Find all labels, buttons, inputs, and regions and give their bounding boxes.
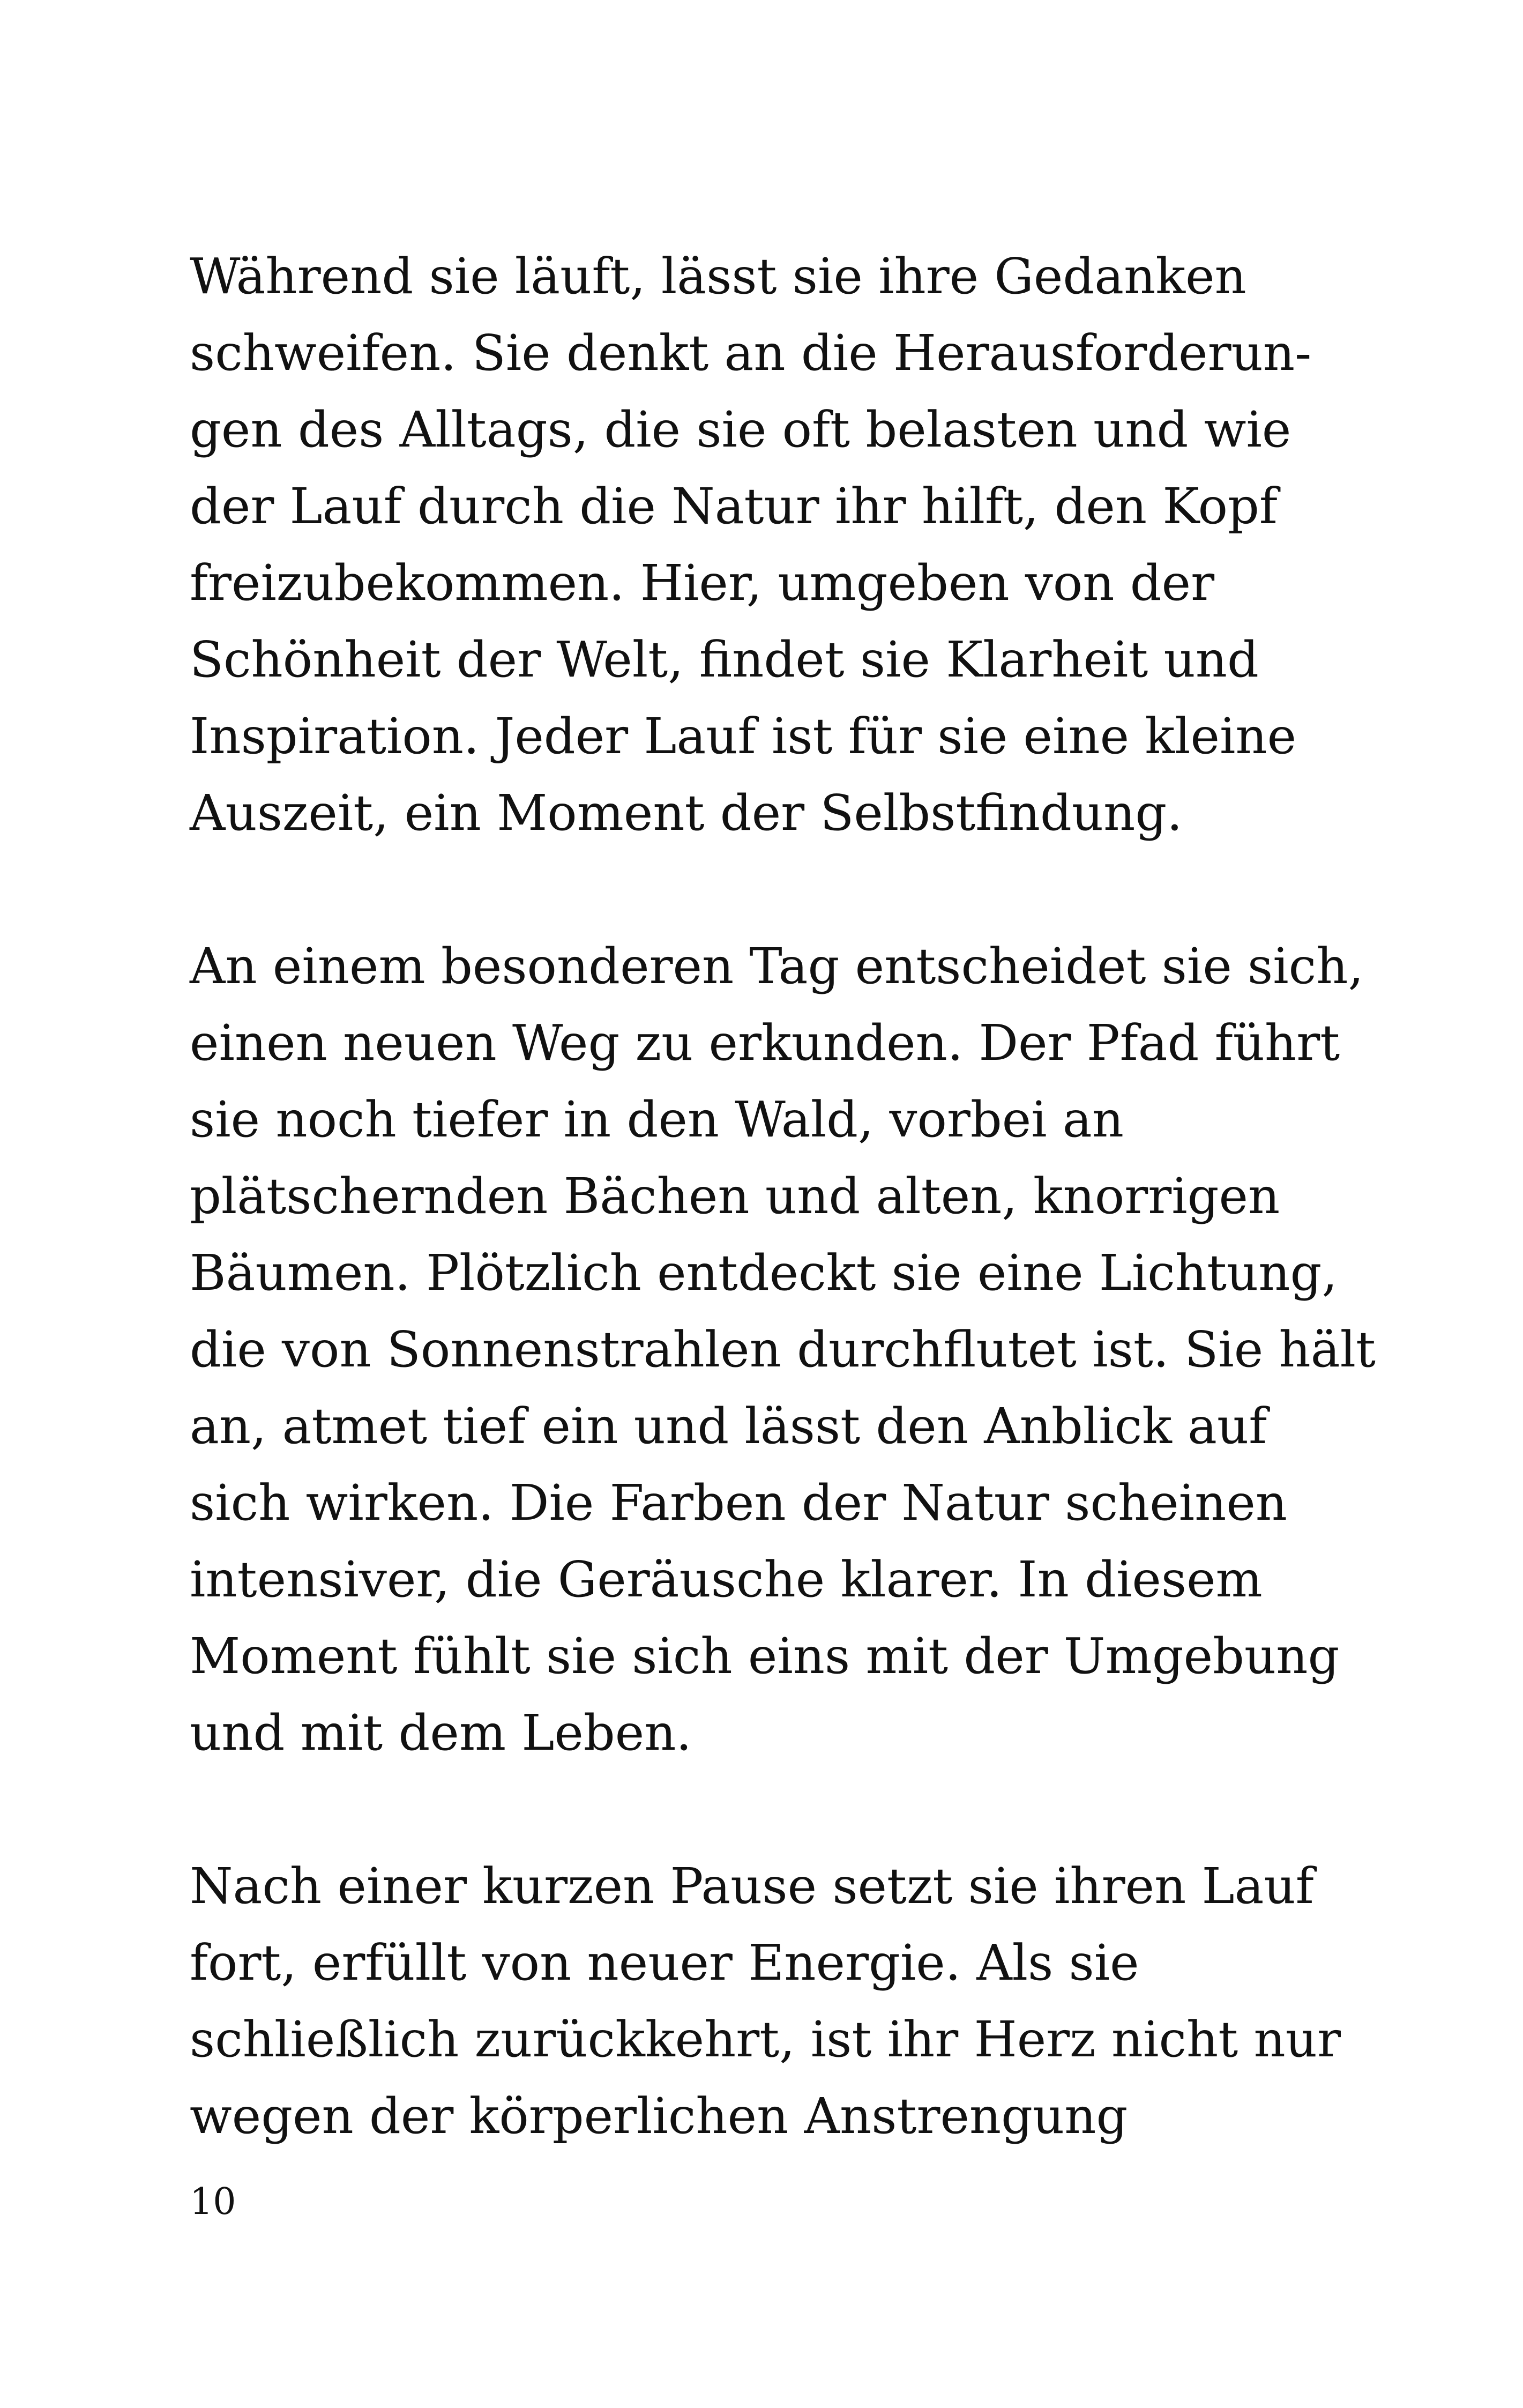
text-line: freizubekommen. Hier, umgeben von der: [190, 554, 1215, 612]
text-line: schließlich zurückkehrt, ist ihr Herz nicht nur: [190, 2011, 1341, 2068]
text-line: Schönheit der Welt, findet sie Klarheit und: [190, 631, 1259, 688]
text-line: plätschernden Bächen und alten, knorrigen: [190, 1168, 1280, 1225]
text-line: Inspiration. Jeder Lauf ist für sie eine kleine: [190, 708, 1297, 765]
paragraph-3: [190, 1848, 1347, 2154]
text-line: fort, erfüllt von neuer Energie. Als sie: [190, 1934, 1139, 1991]
text-line: die von Sonnenstrahlen durchflutet ist. Sie hält: [190, 1321, 1376, 1378]
text-line: und mit dem Leben.: [190, 1704, 692, 1762]
text-line: intensiver, die Geräusche klarer. In diesem: [190, 1551, 1263, 1608]
text-line: Bäumen. Plötzlich entdeckt sie eine Lichtung,: [190, 1244, 1338, 1302]
text-line: sie noch tiefer in den Wald, vorbei an: [190, 1091, 1124, 1148]
page-number: 10: [190, 2181, 236, 2223]
text-line: Auszeit, ein Moment der Selbstfindung.: [190, 784, 1183, 842]
text-line: sich wirken. Die Farben der Natur scheinen: [190, 1474, 1288, 1532]
text-line: Nach einer kurzen Pause setzt sie ihren Lauf: [190, 1857, 1314, 1915]
text-line: Während sie läuft, lässt sie ihre Gedanken: [190, 248, 1246, 305]
text-line: Moment fühlt sie sich eins mit der Umgebung: [190, 1627, 1340, 1685]
text-line: einen neuen Weg zu erkunden. Der Pfad führt: [190, 1014, 1340, 1072]
paragraph-2: [190, 928, 1376, 1771]
text-line: gen des Alltags, die sie oft belasten und wie: [190, 401, 1291, 458]
text-line: der Lauf durch die Natur ihr hilft, den Kopf: [190, 478, 1278, 535]
text-line: schweifen. Sie denkt an die Herausforderun-: [190, 324, 1312, 382]
text-line: wegen der körperlichen Anstrengung: [190, 2087, 1128, 2145]
text-line: an, atmet tief ein und lässt den Anblick auf: [190, 1398, 1267, 1455]
text-line: An einem besonderen Tag entscheidet sie sich,: [190, 938, 1364, 995]
paragraph-1: [190, 238, 1347, 851]
body-text: [190, 238, 1376, 2154]
